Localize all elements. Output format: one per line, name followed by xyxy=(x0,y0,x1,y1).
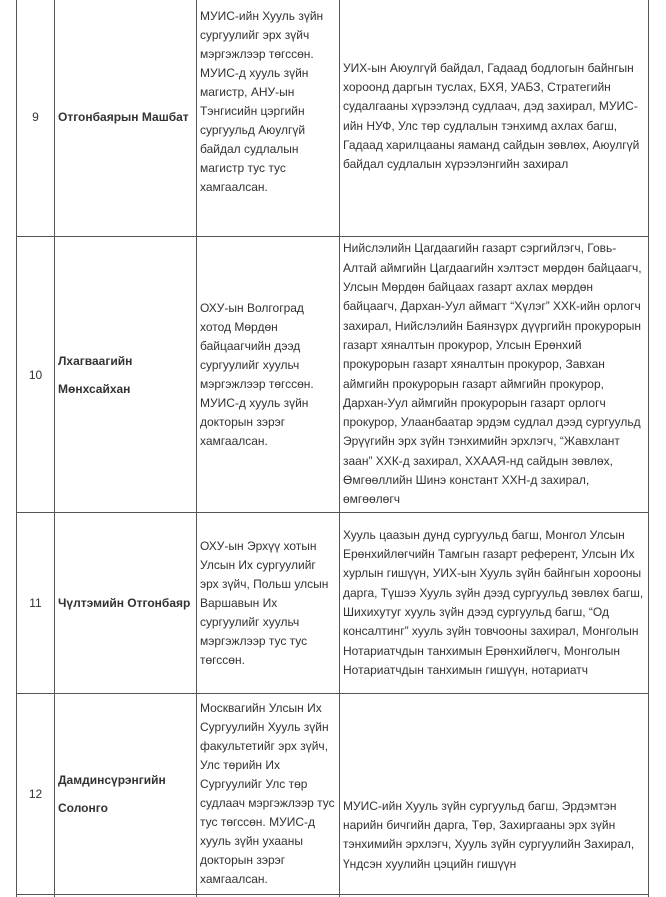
table-row xyxy=(17,694,649,895)
experience-cell: МУИС-ийн Хууль зүйн сургуульд багш, Эрдэмтэн нарийн бичгийн дарга, Төр, Захиргааны эрх зүйн тэнхимийн эрхлэгч, Хууль зүйн сургуулийн Захирал, Үндсэн хуулийн цэцийн гишүүн xyxy=(340,694,649,894)
experience-cell: Хууль цаазын дунд сургуульд багш, Монгол Улсын Ерөнхийлөгчийн Тамгын газарт референт, Улсын Их хурлын гишүүн, УИХ-ын Хууль зүйн байнгын хорооны дарга, Түшээ Хууль зүйн дээд сургуульд зөвлөх багш, Шихихутуг хууль зүйн дээд сургуульд багш, “Од консалтинг” хууль зүйн товчооны захирал, Монголын Нотариатчдын танхимын Ерөнхийлөгч, Монголын Нотариатчдын танхимын гишүүн, нотариатч xyxy=(340,513,649,693)
education-cell: ОХУ-ын Волгоград хотод Мөрдөн байцаагчийн дээд сургуулийг хуульч мэргэжлээр төгссөн. МУИС-д хууль зүйн докторын зэрэг хамгаалсан. xyxy=(197,237,340,512)
table-row xyxy=(17,237,649,513)
table-row xyxy=(17,513,649,694)
row-number: 11 xyxy=(17,513,55,693)
table-row xyxy=(17,0,649,237)
education-cell: МУИС-ийн Хууль зүйн сургуулийг эрх зүйч мэргэжлээр төгссөн. МУИС-д хууль зүйн магистр, АНУ-ын Тэнгисийн цэргийн сургуульд Аюулгүй байдал судлалын магистр тус тус хамгаалсан. xyxy=(197,0,340,236)
candidate-name: Дамдинсүрэнгийн Солонго xyxy=(55,694,197,894)
candidate-name: Лхагваагийн Мөнхсайхан xyxy=(55,237,197,512)
row-number: 12 xyxy=(17,694,55,894)
candidate-name: Чүлтэмийн Отгонбаяр xyxy=(55,513,197,693)
experience-cell: УИХ-ын Аюулгүй байдал, Гадаад бодлогын байнгын хороонд даргын туслах, БХЯ, УАБЗ, Стратегийн судалгааны хүрээлэнд судлаач, дэд захирал, МУИС-ийн НУФ, Улс төр судлалын тэнхимд ахлах багш, Гадаад харилцааны яаманд сайдын зөвлөх, Аюулгүй байдал судлалын хүрээлэнгийн захирал xyxy=(340,0,649,236)
education-cell: ОХУ-ын Эрхүү хотын Улсын Их сургуулийг эрх зүйч, Польш улсын Варшавын Их сургуулийг хуульч мэргэжлээр тус тус төгссөн. xyxy=(197,513,340,693)
candidate-name: Отгонбаярын Машбат xyxy=(55,0,197,236)
row-number: 9 xyxy=(17,0,55,236)
experience-cell: Нийслэлийн Цагдаагийн газарт сэргийлэгч, Говь-Алтай аймгийн Цагдаагийн хэлтэст мөрдөн байцаагч, Улсын Мөрдөн байцаах газарт ахлах мөрдөн байцаагч, Дархан-Уул аймагт “Хүлэг” ХХК-ийн орлогч захирал, Нийслэлийн Баянзүрх дүүргийн прокурорын газарт хяналтын прокурор, Улсын Ерөнхий прокурорын газарт хяналтын прокурор, Завхан аймгийн прокурорын газарт аймгийн прокурор, Дархан-Уул аймгийн прокурорын газарт орлогч прокурор, Улаанбаатар эрдэм судлал дээд сургуульд Эрүүгийн эрх зүйн тэнхимийн эрхлэгч, “Жавхлант заан” ХХК-д захирал, ХХААЯ-нд сайдын зөвлөх, Өмгөөллийн Шинэ констант ХХН-д захирал, өмгөөлөгч xyxy=(340,237,649,512)
row-number: 10 xyxy=(17,237,55,512)
biography-table xyxy=(16,0,649,897)
education-cell: Москвагийн Улсын Их Сургуулийн Хууль зүйн факультетийг эрх зүйч, Улс төрийн Их Сургуулийг Улс төр судлаач мэргэжлээр тус тус төгссөн. МУИС-д хууль зүйн ухааны докторын зэрэг хамгаалсан. xyxy=(197,694,340,894)
